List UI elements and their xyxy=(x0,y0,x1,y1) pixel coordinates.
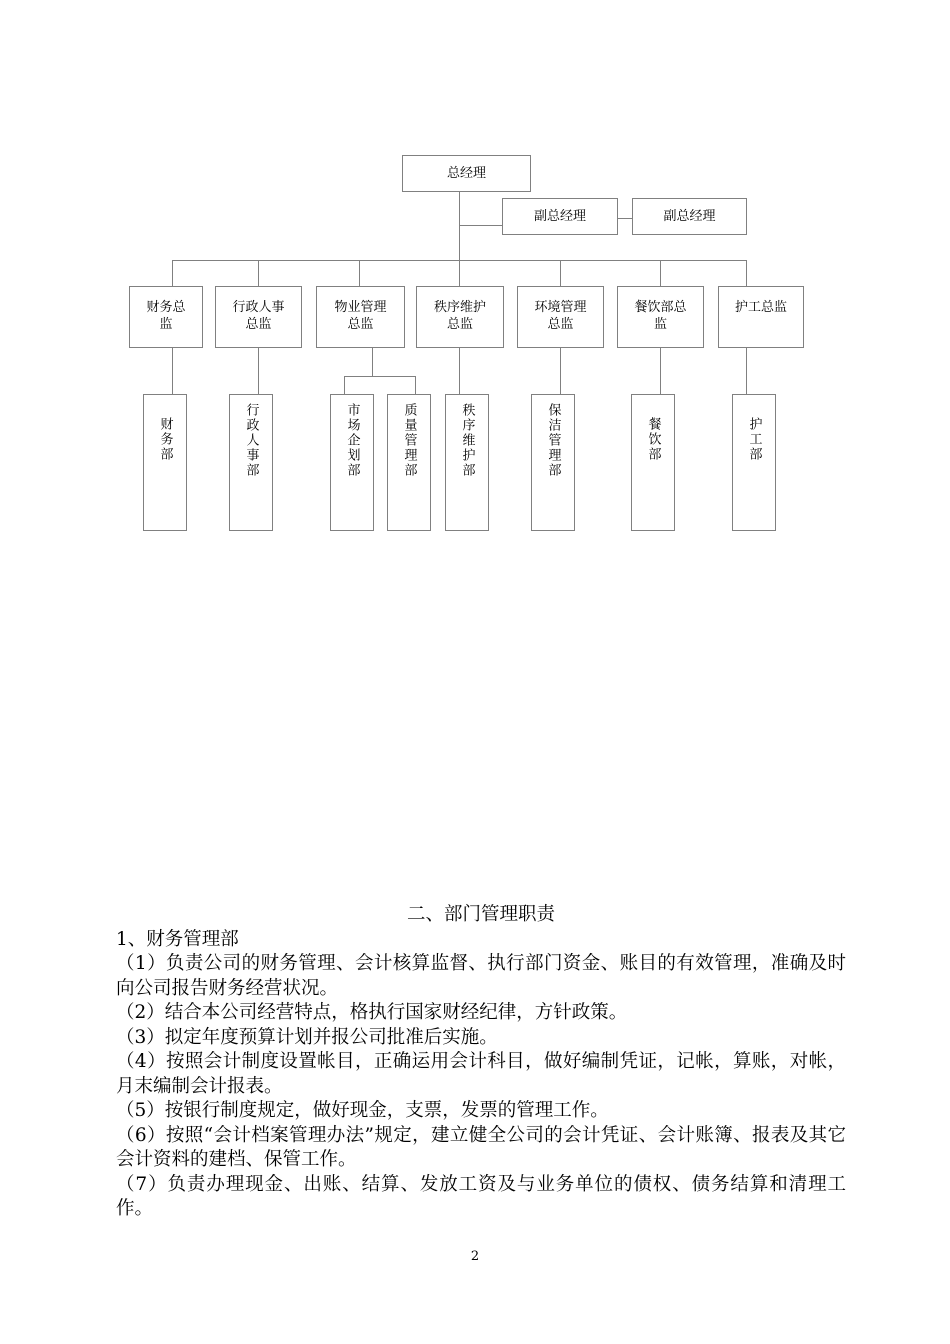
general-manager-label: 总经理 xyxy=(446,166,486,181)
connector-line xyxy=(560,348,561,394)
director-box-finance xyxy=(129,286,203,348)
department-label: 质量管理部 xyxy=(401,403,417,478)
connector-line xyxy=(344,376,416,377)
section-heading: 二、部门管理职责 xyxy=(406,904,555,925)
connector-line xyxy=(746,260,747,286)
deputy-manager-label: 副总经理 xyxy=(663,209,716,224)
deputy-manager-box xyxy=(502,198,618,235)
director-box-nursing xyxy=(718,286,804,348)
director-box-property xyxy=(316,286,405,348)
department-box xyxy=(143,394,187,531)
department-label: 秩序维护部 xyxy=(459,403,475,478)
subsection-heading: 1、财务管理部 xyxy=(116,928,239,950)
duty-item: （4）按照会计制度设置帐目，正确运用会计科目，做好编制凭证，记帐，算账，对帐，月末编制会计报表。 xyxy=(116,1051,846,1097)
director-label: 财务总监 xyxy=(146,300,186,332)
connector-line xyxy=(459,348,460,394)
page-number: 2 xyxy=(470,1249,480,1264)
duty-item: （7）负责办理现金、出账、结算、发放工资及与业务单位的债权、债务结算和清理工作。 xyxy=(116,1173,846,1219)
department-box xyxy=(732,394,776,531)
department-box xyxy=(387,394,431,531)
deputy-manager-label: 副总经理 xyxy=(533,209,586,224)
director-label: 秩序维护总监 xyxy=(433,300,486,332)
duty-item: （6）按照“会计档案管理办法”规定，建立健全公司的会计凭证、会计账簿、报表及其它会计资料的建档、保管工作。 xyxy=(116,1124,846,1170)
connector-line xyxy=(459,192,460,260)
department-box xyxy=(445,394,489,531)
director-box-admin-hr xyxy=(215,286,302,348)
department-label: 护工部 xyxy=(746,417,762,462)
connector-line xyxy=(172,348,173,394)
department-label: 保洁管理部 xyxy=(545,403,561,478)
connector-line xyxy=(459,260,460,286)
connector-line xyxy=(618,218,632,219)
duty-item: （5）按银行制度规定，做好现金，支票，发票的管理工作。 xyxy=(116,1100,609,1121)
connector-line xyxy=(172,260,173,286)
connector-line xyxy=(459,225,502,226)
connector-line xyxy=(372,348,373,376)
connector-line xyxy=(660,348,661,394)
connector-line xyxy=(746,348,747,394)
connector-line xyxy=(258,348,259,394)
director-label: 环境管理总监 xyxy=(534,300,587,332)
connector-line xyxy=(344,376,345,394)
duty-item: （1）负责公司的财务管理、会计核算监督、执行部门资金、账目的有效管理，准确及时向公司报告财务经营状况。 xyxy=(116,953,846,999)
department-box xyxy=(531,394,575,531)
director-label: 护工总监 xyxy=(734,300,787,315)
department-label: 财务部 xyxy=(157,417,173,462)
connector-line xyxy=(359,260,360,286)
director-label: 物业管理总监 xyxy=(334,300,387,332)
general-manager-box xyxy=(402,155,531,192)
connector-line xyxy=(415,376,416,394)
duties-section xyxy=(116,903,846,1222)
duty-item: （3）拟定年度预算计划并报公司批准后实施。 xyxy=(116,1026,498,1048)
department-label: 行政人事部 xyxy=(243,403,259,478)
department-box xyxy=(229,394,273,531)
director-box-order xyxy=(416,286,504,348)
department-label: 餐饮部 xyxy=(645,417,661,462)
connector-line xyxy=(660,260,661,286)
director-box-environment xyxy=(517,286,604,348)
director-box-catering xyxy=(617,286,704,348)
duty-item: （2）结合本公司经营特点，格执行国家财经纪律，方针政策。 xyxy=(116,1002,628,1023)
department-box xyxy=(330,394,374,531)
department-label: 市场企划部 xyxy=(344,403,360,478)
director-label: 餐饮部总监 xyxy=(634,300,687,332)
deputy-manager-box xyxy=(632,198,747,235)
connector-line xyxy=(560,260,561,286)
director-label: 行政人事总监 xyxy=(232,300,285,332)
department-box xyxy=(631,394,675,531)
connector-line xyxy=(258,260,259,286)
